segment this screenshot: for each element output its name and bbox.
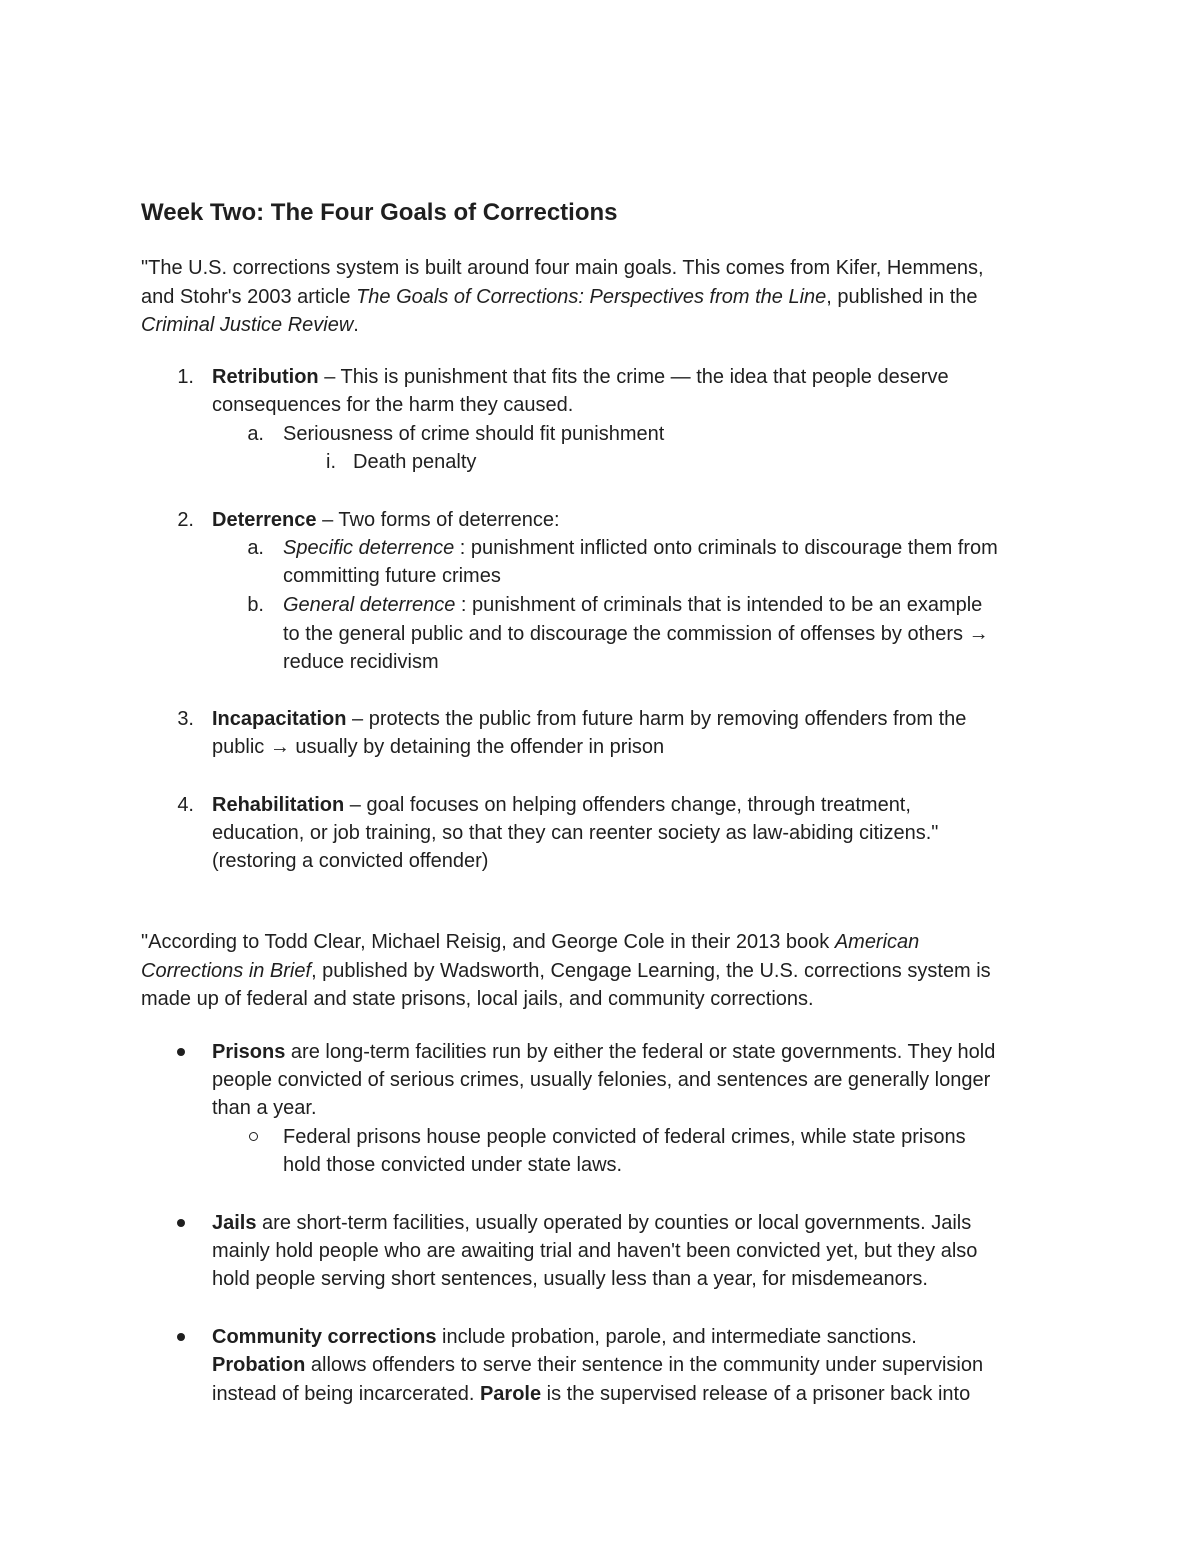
- bullet-line: than a year.: [212, 1097, 317, 1119]
- goal-term: Deterrence: [212, 509, 317, 531]
- bullet-line: Probation allows offenders to serve their sentence in the community under supervision: [212, 1354, 984, 1376]
- bullet-line: Jails are short-term facilities, usually operated by counties or local governments. Jails: [212, 1212, 972, 1234]
- sub-list-item: General deterrence : punishment of criminals that is intended to be an example: [283, 594, 983, 616]
- bullet-term: Probation: [212, 1354, 306, 1376]
- journal-title: Criminal Justice Review: [141, 314, 354, 336]
- bullet-term: Jails: [212, 1212, 257, 1234]
- sub-list-item: Specific deterrence : punishment inflicted onto criminals to discourage them from: [283, 537, 998, 559]
- goal-line: (restoring a convicted offender): [212, 850, 489, 872]
- bullet-dot-icon: [177, 1048, 185, 1056]
- goal-line: Deterrence – Two forms of deterrence:: [212, 509, 560, 531]
- sub-list-marker: a.: [247, 537, 264, 559]
- list-number: 4.: [177, 794, 194, 816]
- sub-bullet-line: Federal prisons house people convicted of federal crimes, while state prisons: [283, 1126, 966, 1148]
- goal-term: Rehabilitation: [212, 794, 345, 816]
- sub-list-item: Seriousness of crime should fit punishment: [283, 423, 665, 445]
- list-number: 3.: [177, 708, 194, 730]
- sub-sub-list-marker: i.: [326, 451, 336, 473]
- second-intro-line-2: Corrections in Brief, published by Wadsworth, Cengage Learning, the U.S. corrections system is: [141, 960, 991, 982]
- intro-line-1: "The U.S. corrections system is built around four main goals. This comes from Kifer, Hemmens,: [141, 257, 984, 279]
- second-intro-line-3: made up of federal and state prisons, local jails, and community corrections.: [141, 988, 814, 1010]
- bullet-dot-icon: [177, 1333, 185, 1341]
- sub-term: Specific deterrence: [283, 537, 455, 559]
- bullet-term: Prisons: [212, 1041, 286, 1063]
- sub-term: General deterrence: [283, 594, 456, 616]
- goal-term: Incapacitation: [212, 708, 347, 730]
- bullet-line: Prisons are long-term facilities run by either the federal or state governments. They hold: [212, 1041, 996, 1063]
- goal-line: Retribution – This is punishment that fits the crime — the idea that people deserve: [212, 366, 949, 388]
- sub-list-item: committing future crimes: [283, 565, 501, 587]
- page-title: Week Two: The Four Goals of Corrections: [141, 199, 618, 226]
- sub-list-item: to the general public and to discourage the commission of offenses by others →: [283, 623, 989, 645]
- bullet-dot-icon: [177, 1219, 185, 1227]
- article-title: The Goals of Corrections: Perspectives from the Line: [356, 286, 827, 308]
- sub-list-marker: a.: [247, 423, 264, 445]
- list-number: 2.: [177, 509, 194, 531]
- goal-line: Rehabilitation – goal focuses on helping offenders change, through treatment,: [212, 794, 911, 816]
- bullet-ring-icon: [249, 1132, 258, 1141]
- intro-line-2: and Stohr's 2003 article The Goals of Corrections: Perspectives from the Line, published in the: [141, 286, 978, 308]
- bullet-line: people convicted of serious crimes, usually felonies, and sentences are generally longer: [212, 1069, 991, 1091]
- bullet-term: Parole: [479, 1383, 542, 1405]
- intro-line-3: Criminal Justice Review.: [141, 314, 359, 336]
- bullet-line: Community corrections include probation, parole, and intermediate sanctions.: [212, 1326, 917, 1348]
- sub-bullet-line: hold those convicted under state laws.: [283, 1154, 623, 1176]
- book-title: American: [834, 931, 920, 953]
- goal-line: Incapacitation – protects the public from future harm by removing offenders from the: [212, 708, 967, 730]
- bullet-line: hold people serving short sentences, usually less than a year, for misdemeanors.: [212, 1268, 928, 1290]
- list-number: 1.: [177, 366, 194, 388]
- book-title: Corrections in Brief: [141, 960, 312, 982]
- sub-list-item: reduce recidivism: [283, 651, 439, 673]
- goal-line: consequences for the harm they caused.: [212, 394, 574, 416]
- bullet-line: instead of being incarcerated. Parole is the supervised release of a prisoner back into: [212, 1383, 971, 1405]
- sub-list-marker: b.: [247, 594, 264, 616]
- goal-term: Retribution: [212, 366, 319, 388]
- goal-line: public → usually by detaining the offender in prison: [212, 736, 665, 758]
- second-intro-line-1: "According to Todd Clear, Michael Reisig, and George Cole in their 2013 book American: [141, 931, 920, 953]
- bullet-line: mainly hold people who are awaiting trial and haven't been convicted yet, but they also: [212, 1240, 978, 1262]
- goal-line: education, or job training, so that they can reenter society as law-abiding citizens.": [212, 822, 939, 844]
- bullet-term: Community corrections: [212, 1326, 437, 1348]
- sub-sub-list-item: Death penalty: [353, 451, 477, 473]
